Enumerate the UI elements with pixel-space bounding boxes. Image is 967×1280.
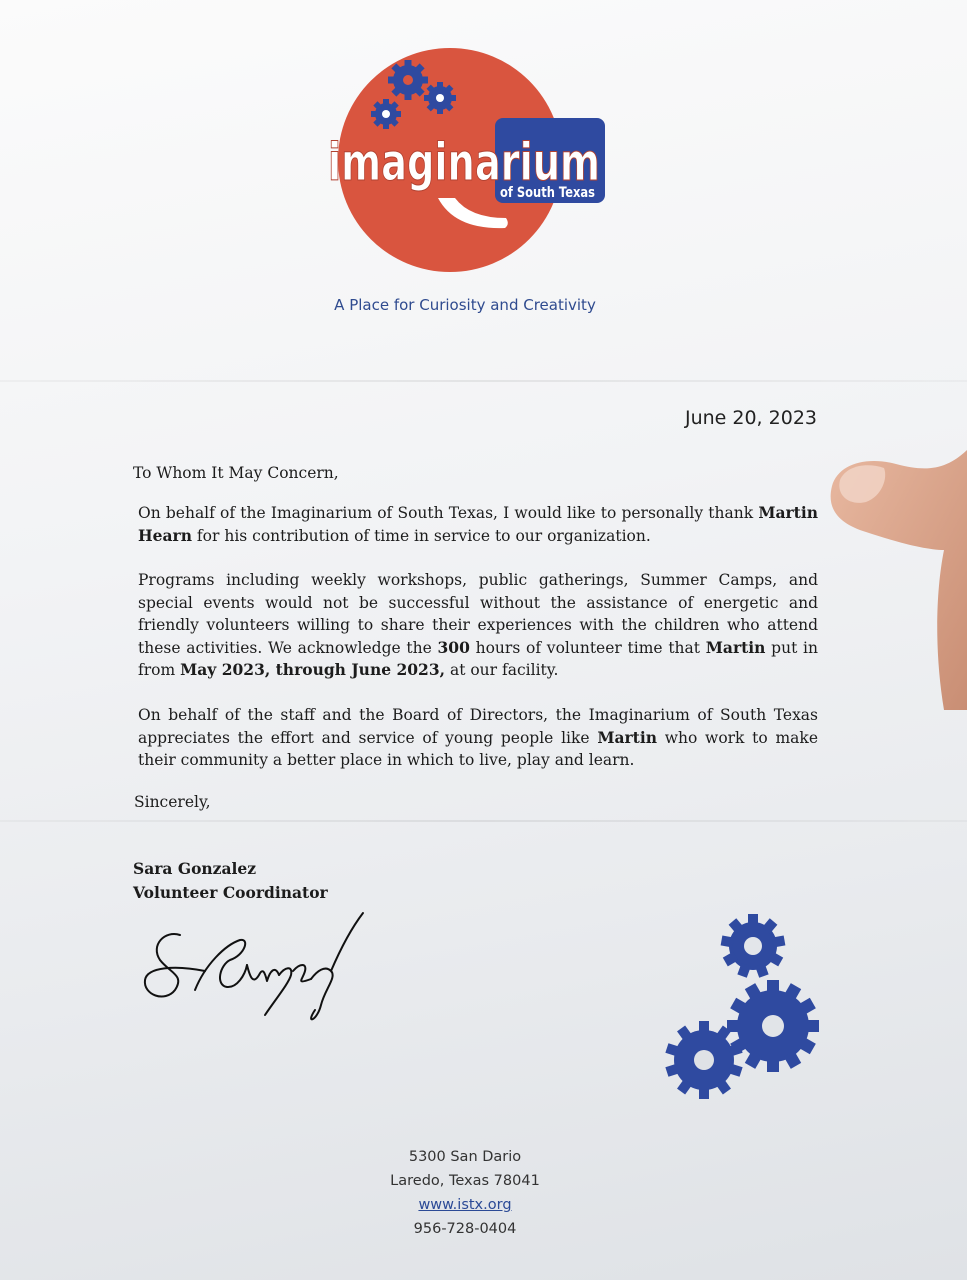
signer-title: Volunteer Coordinator [133,883,328,902]
p2-text-a: Programs including weekly workshops, public gatherings, Summer Camps, and special events would not be successful without the assistance of energetic and friendly volunteers willing to share their experiences with the children who attend these activities. We acknowledge the [138,571,818,657]
footer-phone: 956-728-0404 [413,1221,517,1237]
gears-icon [660,912,830,1112]
p3-text-a: On behalf of the staff and the Board of Directors, the Imaginarium of South Texas appreciates the effort and service of young people like [138,706,818,747]
p2-text-d: at our facility. [445,661,559,679]
logo-subtitle: of South Texas [500,185,595,201]
footer-street: 5300 San Dario [408,1149,522,1165]
p3-text-b: who work to make their community a better place in which to live, play and learn. [138,728,818,769]
signer-name: Sara Gonzalez [133,859,257,878]
paragraph-appreciation [138,704,818,772]
paper-fold [0,820,967,822]
p1-text-b: for his contribution of time in service to our organization. [192,526,651,545]
imaginarium-logo [320,40,620,280]
closing: Sincerely, [134,793,211,811]
volunteer-name: Martin Hearn [138,503,818,545]
tagline: A Place for Curiosity and Creativity [334,296,596,314]
footer-address [0,1145,930,1241]
p2-text-c: put in from [138,638,818,679]
letter-date: June 20, 2023 [684,407,817,429]
holding-thumb [826,450,967,710]
footer-city: Laredo, Texas 78041 [390,1173,540,1189]
paragraph-hours [138,569,818,682]
volunteer-period: May 2023, through June 2023, [180,660,446,679]
p1-text-a: On behalf of the Imaginarium of South Texas, I would like to personally thank [138,504,759,522]
volunteer-first-name: Martin [597,727,657,747]
paragraph-thanks [138,502,818,547]
salutation: To Whom It May Concern, [133,464,339,482]
p2-text-b: hours of volunteer time that [469,638,706,657]
volunteer-first-name: Martin [705,637,766,657]
footer-website-link[interactable]: www.istx.org [418,1197,512,1213]
handwritten-signature [135,905,375,1030]
logo-wordmark: imaginarium [328,133,600,193]
volunteer-hours: 300 [437,637,470,657]
paper-fold [0,380,967,382]
